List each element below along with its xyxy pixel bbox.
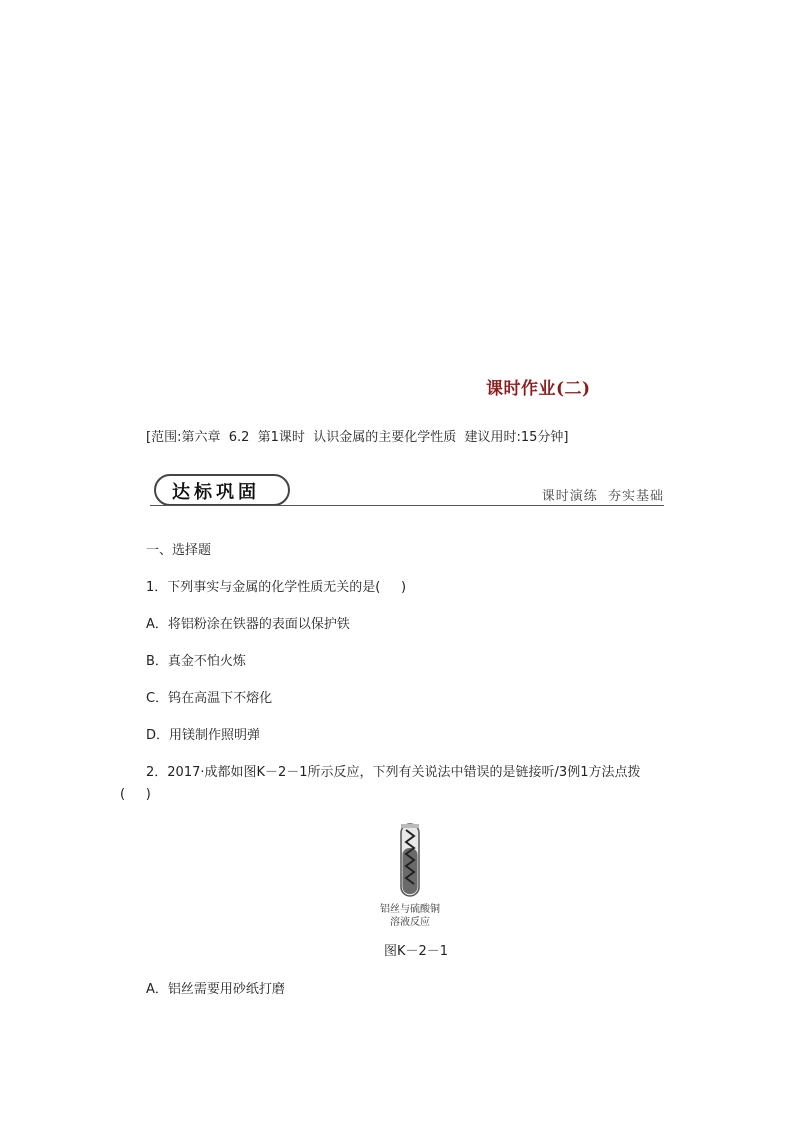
question-2-stem: 2．2017·成都如图K－2－1所示反应，下列有关说法中错误的是链接听/3例1方法点拨 [146, 765, 641, 780]
banner-label: 达标巩固 [172, 482, 260, 503]
section-heading: 一、选择题 [146, 543, 212, 558]
figure-caption: 图K－2－1 [384, 944, 449, 959]
test-tube-illustration [370, 822, 450, 900]
question-1-option-b: B．真金不怕火炼 [146, 654, 246, 669]
question-1-option-a: A．将铝粉涂在铁器的表面以保护铁 [146, 617, 350, 632]
question-2-answer-paren: ( ) [120, 787, 151, 802]
scope-note: [范围:第六章 6.2 第1课时 认识金属的主要化学性质 建议用时:15分钟] [146, 430, 569, 445]
figure-label-line-2: 溶液反应 [390, 917, 430, 928]
banner-rule [150, 505, 664, 506]
figure-label-line-1: 铝丝与硫酸铜 [380, 904, 440, 915]
assignment-title: 课时作业(二) [486, 379, 591, 399]
question-1-option-c: C．钨在高温下不熔化 [146, 691, 273, 706]
test-tube-figure [370, 822, 450, 927]
question-2-option-a: A．铝丝需要用砂纸打磨 [146, 982, 285, 997]
question-1-stem: 1．下列事实与金属的化学性质无关的是( ) [146, 580, 407, 595]
banner-pill [154, 474, 290, 506]
section-banner [150, 474, 664, 510]
banner-tagline: 课时演练 夯实基础 [541, 489, 664, 504]
question-1-option-d: D．用镁制作照明弹 [146, 728, 261, 743]
